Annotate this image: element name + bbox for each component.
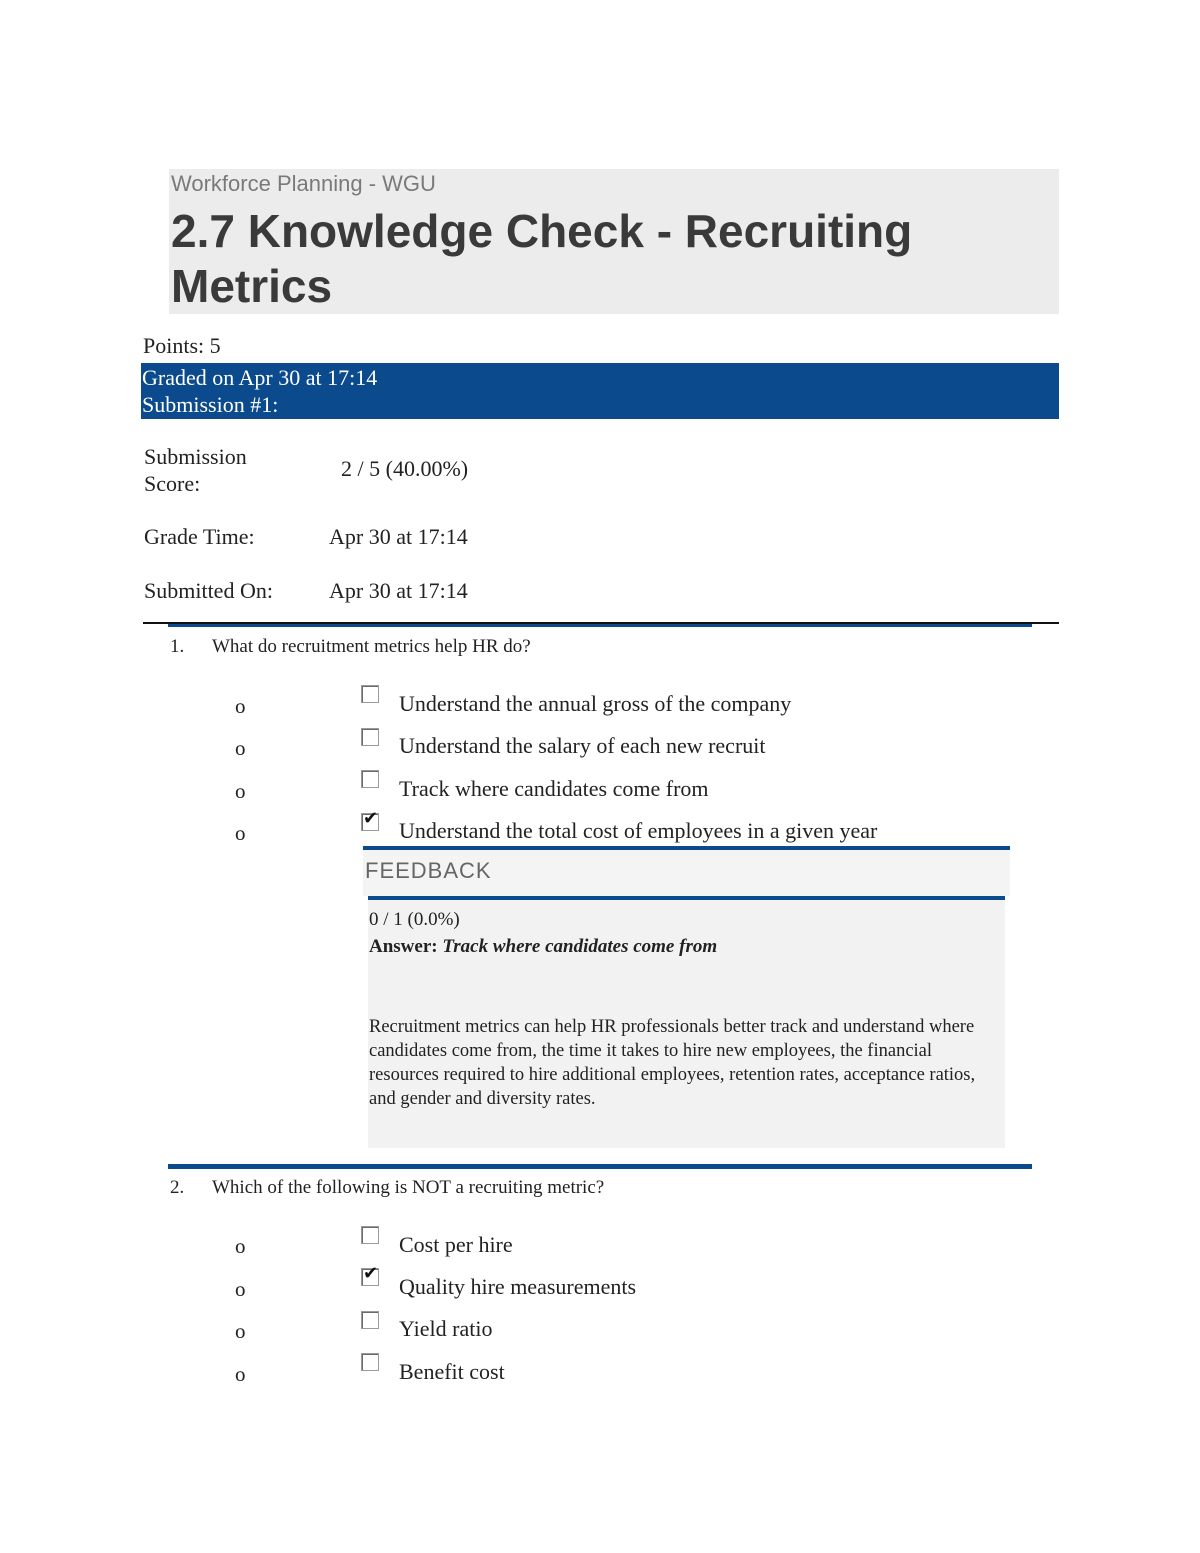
option-checkbox-checked[interactable]	[361, 1263, 379, 1286]
feedback-score: 0 / 1 (0.0%)	[369, 909, 460, 930]
option-bullet: o	[235, 1362, 246, 1386]
submission-score-value: 2 / 5 (40.00%)	[341, 456, 469, 481]
option-bullet: o	[235, 694, 246, 718]
option-label: Cost per hire	[399, 1232, 513, 1257]
question-text: What do recruitment metrics help HR do?	[212, 636, 531, 657]
question-text: Which of the following is NOT a recruiting metric?	[212, 1177, 605, 1198]
submitted-on-value: Apr 30 at 17:14	[329, 578, 468, 603]
option-label: Understand the annual gross of the company	[399, 691, 792, 716]
option-bullet: o	[235, 1319, 246, 1343]
option-checkbox-checked[interactable]	[361, 808, 379, 831]
feedback-title: FEEDBACK	[365, 858, 492, 883]
grade-time-label: Grade Time:	[144, 524, 255, 549]
checkmark-icon: ✔	[363, 808, 379, 829]
option-bullet: o	[235, 1234, 246, 1258]
option-checkbox[interactable]	[361, 685, 379, 703]
points-label: Points: 5	[143, 333, 221, 358]
option-checkbox[interactable]	[361, 1311, 379, 1329]
option-bullet: o	[235, 1277, 246, 1301]
submission-number: Submission #1:	[142, 392, 279, 417]
answer-value: Track where candidates come from	[442, 936, 718, 957]
graded-date: Graded on Apr 30 at 17:14	[142, 365, 378, 390]
answer-label: Answer:	[369, 936, 438, 957]
option-label: Yield ratio	[399, 1316, 493, 1341]
option-label: Benefit cost	[399, 1359, 505, 1384]
option-bullet: o	[235, 779, 246, 803]
course-name: Workforce Planning - WGU	[171, 171, 436, 196]
graded-banner	[141, 363, 1059, 419]
question-divider	[168, 1164, 1032, 1169]
option-label: Quality hire measurements	[399, 1274, 637, 1299]
grade-time-value: Apr 30 at 17:14	[329, 524, 468, 549]
option-label: Understand the salary of each new recruit	[399, 733, 766, 758]
option-label: Understand the total cost of employees in a given year	[399, 818, 878, 843]
option-checkbox[interactable]	[361, 1353, 379, 1371]
feedback-answer	[369, 936, 717, 958]
question-number: 1.	[170, 636, 185, 657]
option-label: Track where candidates come from	[399, 776, 709, 801]
question-number: 2.	[170, 1177, 185, 1198]
option-checkbox[interactable]	[361, 1226, 379, 1244]
submitted-on-label: Submitted On:	[144, 578, 273, 603]
option-bullet: o	[235, 736, 246, 760]
feedback-explanation: Recruitment metrics can help HR professionals better track and understand where candidates come from, the time it takes to hire new employees, the financial resources required to hire additional employees, retention rates, acceptance ratios, and gender and diversity rates.	[369, 1017, 976, 1109]
submission-score-label: Submission Score:	[144, 444, 247, 496]
option-checkbox[interactable]	[361, 728, 379, 746]
option-bullet: o	[235, 821, 246, 845]
option-checkbox[interactable]	[361, 770, 379, 788]
question-divider	[168, 624, 1032, 627]
page-title: 2.7 Knowledge Check - Recruiting Metrics	[171, 205, 913, 312]
checkmark-icon: ✔	[363, 1263, 379, 1284]
